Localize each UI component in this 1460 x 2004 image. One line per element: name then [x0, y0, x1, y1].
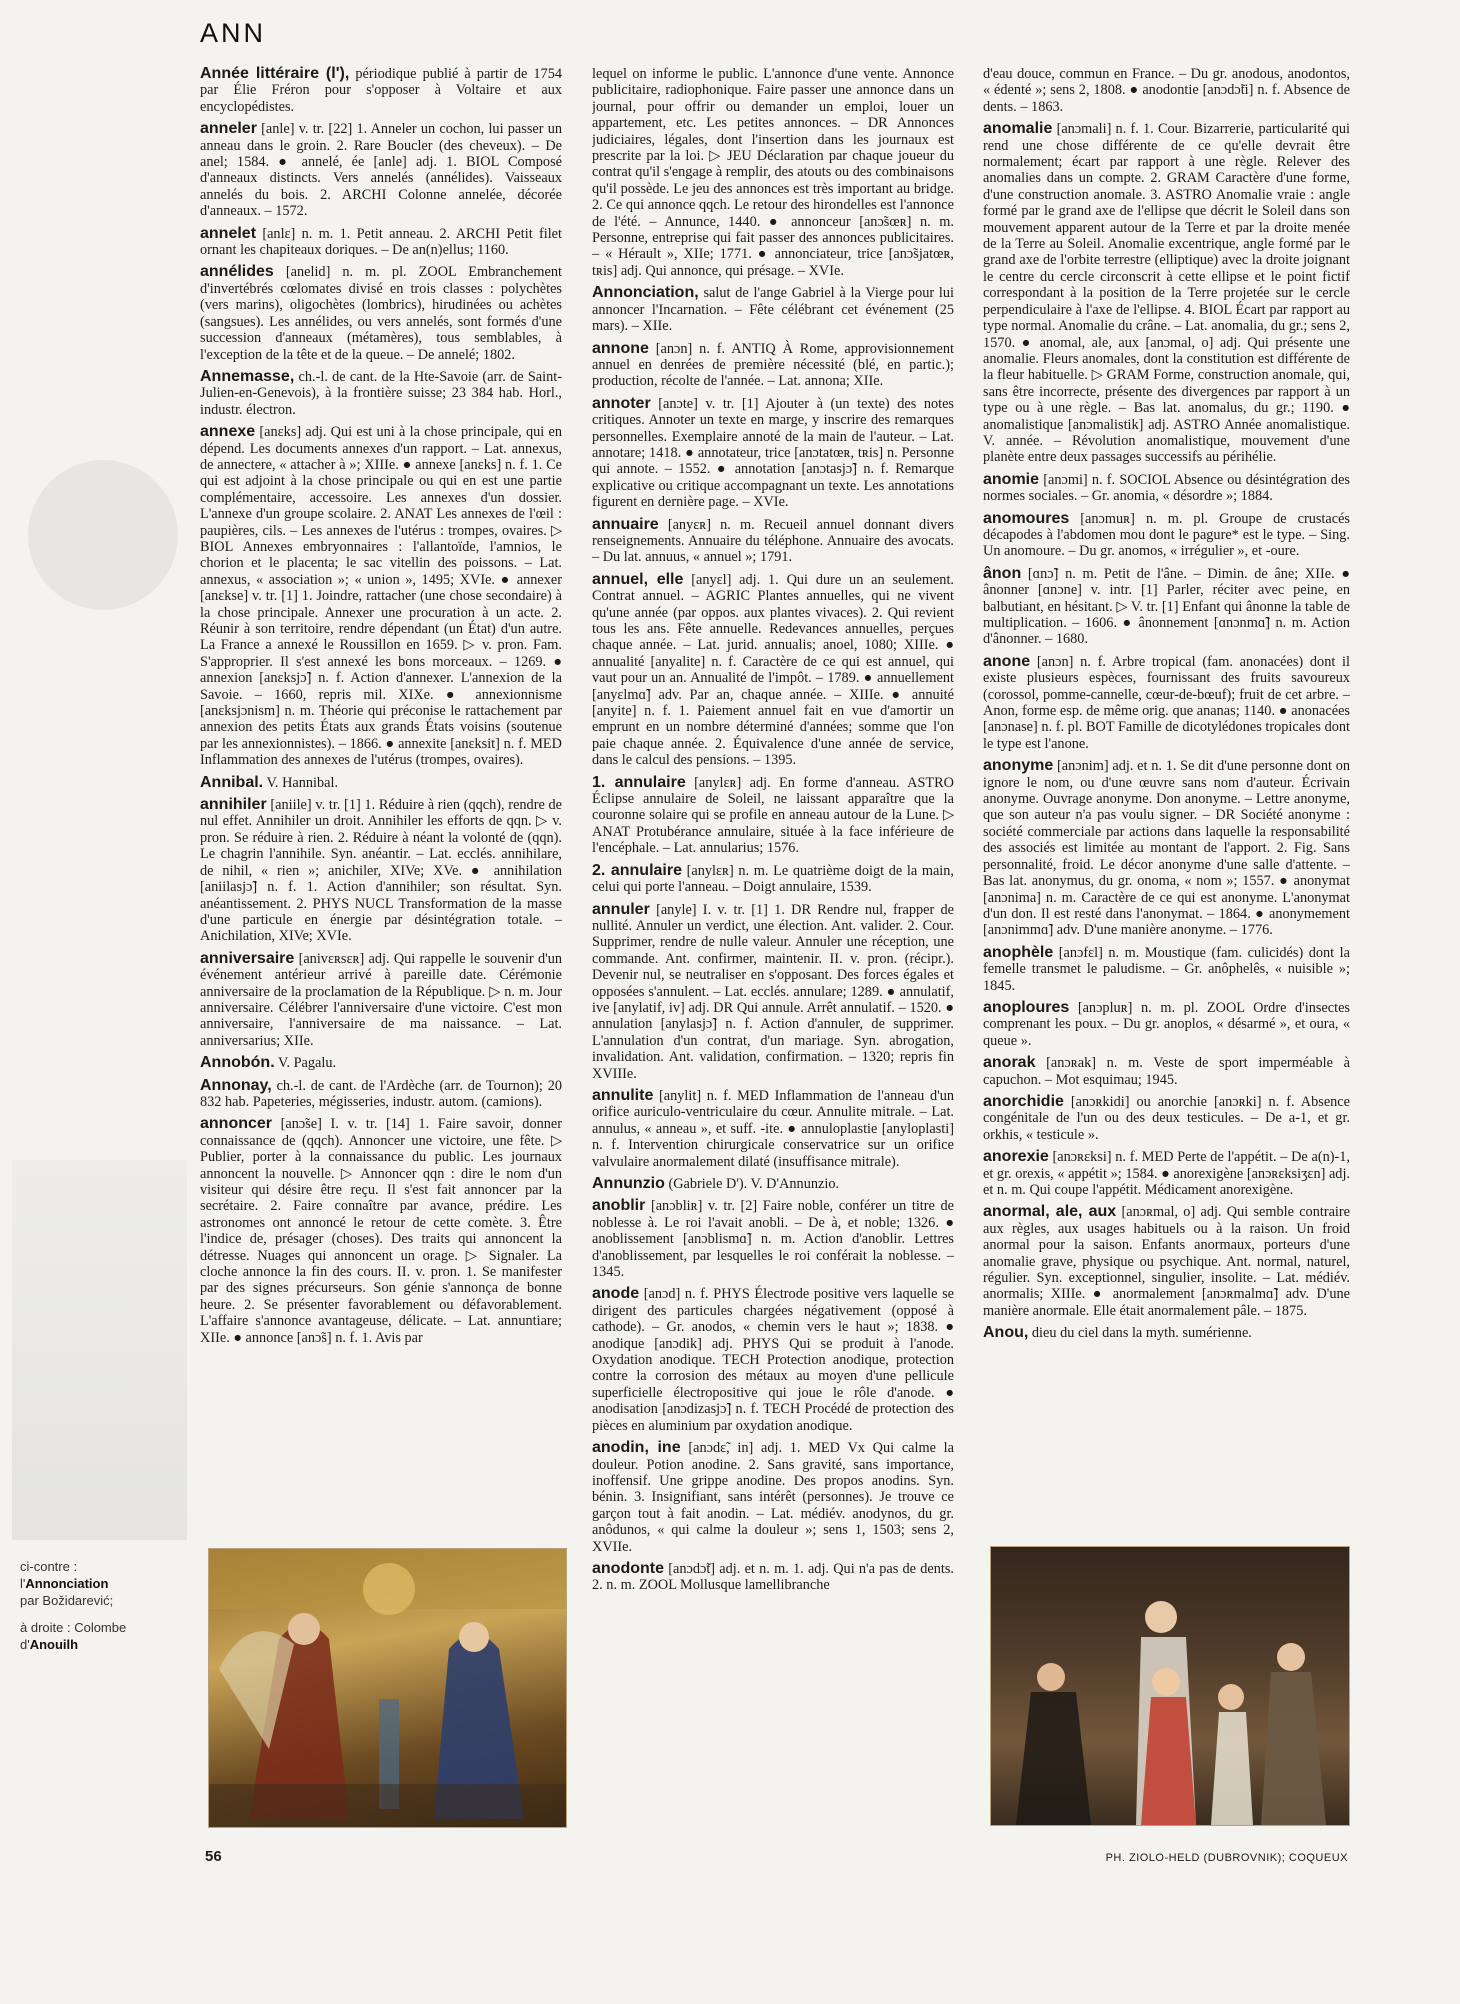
entry-definition: [anɔdɛ̃, in] adj. 1. MED Vx Qui calme la douleur. Potion anodine. 2. Sans gravité, sans importance, inoffensif. Une grippe anodine. Des propos anodins. Syn. bénin. 3. Insignifiant, sans intérêt (personnes). Je trouve ce garçon tout à fait anodin. – Lat. médiév. anodynos, du gr. anôdunos, « qui calme la douleur »; sens 1, 1503; sens 2, XVIIe. — [592, 1440, 954, 1555]
dictionary-entry — [200, 1078, 562, 1111]
entry-headword: anorexie — [983, 1148, 1049, 1166]
entry-headword: Annemasse, — [200, 367, 295, 385]
entry-definition: [anylɛʀ] adj. En forme d'anneau. ASTRO Éclipse annulaire de Soleil, ne laissant apparaître que la couronne solaire qui se profile en anneau autour de la Lune. ▷ ANAT Protubérance annulaire, située à la face inférieure de l'encéphale. – Lat. annularius; 1576. — [592, 774, 954, 857]
dictionary-entry — [983, 1149, 1350, 1198]
entry-definition: ch.-l. de cant. de la Hte-Savoie (arr. de Saint-Julien-en-Genevois), à la frontière suisse; 23 384 hab. Horl., industr. électron. — [200, 368, 562, 418]
entry-headword: anniversaire — [200, 949, 295, 967]
dictionary-entry — [200, 121, 562, 219]
dictionary-entry — [983, 121, 1350, 466]
entry-definition: [anlɛ] n. m. 1. Petit anneau. 2. ARCHI Petit filet ornant les chapiteaux doriques. – De an(n)ellus; 1160. — [200, 225, 562, 259]
entry-headword: Annobón. — [200, 1054, 275, 1072]
entry-definition: [ɑnɔ̃] n. m. Petit de l'âne. – Dimin. de âne; XIIe. ● ânonner [ɑnɔne] v. intr. [1] Parler, réciter avec peine, en balbutiant, en hésitant. ▷ V. tr. [1] Enfant qui ânonne la table de multiplication. – 1606. ● ânonnement [ɑnɔnmɑ̃] n. m. Action d'ânonner. – 1680. — [983, 565, 1350, 648]
dictionary-entry — [592, 341, 954, 390]
entry-definition: V. Pagalu. — [277, 1055, 337, 1072]
entry-definition: [anɔn] n. f. ANTIQ À Rome, approvisionnement annuel en denrées de première nécessité (blé, en partic.); production, récolte de l'année. – Lat. annona; XIIe. — [592, 340, 954, 390]
entry-definition: [anylɛʀ] n. m. Le quatrième doigt de la main, celui qui porte l'anneau. – Doigt annulaire, 1539. — [592, 862, 954, 896]
entry-definition: [anɔdɔ̃t] adj. et n. m. 1. adj. Qui n'a pas de dents. 2. n. m. ZOOL Mollusque lamellibranche — [592, 1560, 954, 1594]
dictionary-entry — [983, 758, 1350, 938]
entry-definition: [anɔʀɛksi] n. f. MED Perte de l'appétit. – De a(n)-1, et gr. orexis, « appétit »; 1584. ● anorexigène [anɔʀɛksiʒɛn] adj. et n. m. Qui coupe l'appétit. Médicament anorexigène. — [983, 1149, 1350, 1198]
entry-definition: dieu du ciel dans la myth. sumérienne. — [1031, 1325, 1252, 1342]
photo-credits: PH. ZIOLO-HELD (DUBROVNIK); COQUEUX — [1105, 1852, 1348, 1864]
entry-definition: [anɔn] n. f. Arbre tropical (fam. anonacées) dont il existe plusieurs espèces, fournissant des fruits savoureux (corossol, pomme-cannelle, cœur-de-bœuf); fruit de cet arbre. – Anon, forme esp. de même orig. que ananas; 1140. ● anonacées [anɔnase] n. f. pl. BOT Famille de dicotylédones tropicales dont le type est l'anone. — [983, 653, 1350, 752]
entry-headword: anormal, ale, aux — [983, 1203, 1117, 1221]
entry-headword: annuaire — [592, 515, 659, 533]
dictionary-entry — [592, 1176, 954, 1192]
faded-margin-illustration — [28, 460, 178, 610]
dictionary-entry — [592, 863, 954, 896]
entry-definition: [anɔd] n. f. PHYS Électrode positive vers laquelle se dirigent des particules chargées négativement (opposé à cathode). – Gr. anodos, « chemin vers le haut »; 1838. ● anodique [anɔdik] adj. PHYS Qui se produit à l'anode. Oxydation anodique. TECH Protection anodique, protection contre la corrosion des métaux au moyen d'une pellicule superficielle électropositive qui joue le rôle d'anode. ● anodisation [anɔdizasjɔ̃] n. f. TECH Procédé de protection des pièces en aluminium par oxydation anodique. — [592, 1286, 954, 1434]
entry-headword: anode — [592, 1285, 640, 1303]
entry-headword: 1. annulaire — [592, 773, 686, 791]
dictionary-entry — [200, 369, 562, 418]
annunciation-painting-image — [208, 1548, 567, 1828]
dictionary-entry — [592, 1088, 954, 1170]
entry-headword: annoncer — [200, 1115, 273, 1133]
entry-headword: anoblir — [592, 1197, 646, 1215]
entry-headword: anodin, ine — [592, 1439, 681, 1457]
dictionary-entry — [200, 951, 562, 1049]
dictionary-entry — [200, 424, 562, 769]
entry-headword: annélides — [200, 263, 274, 281]
entry-definition: [aniile] v. tr. [1] 1. Réduire à rien (qqch), rendre de nul effet. Annihiler un droit. Annihiler les efforts de qqn. ▷ v. pron. Se réduire à rien. 2. Réduire à néant la volonté de (qqn). Le chagrin l'annihile. Syn. anéantir. – Lat. ecclés. annihilare, de nihil, « rien »; anichiler, XIVe; XVe. ● annihilation [aniilasjɔ̃] n. f. 1. Action d'annihiler; son résultat. Syn. anéantissement. 2. PHYS NUCL Transformation de la masse d'une particule en énergie par désintégration totale. – Anichilation, XIVe; XVIe. — [200, 797, 562, 945]
entry-headword: anomoures — [983, 509, 1070, 527]
entry-headword: anone — [983, 652, 1031, 670]
entry-definition: [anɔnim] adj. et n. 1. Se dit d'une personne dont on ignore le nom, ou d'une œuvre sans nom d'auteur. Écrivain anonyme. Ouvrage anonyme. Don anonyme. – Lettre anonyme, que son auteur n'a pas voulu signer. – DR Société anonyme : société commerciale par actions dans laquelle la responsabilité des associés est limitée au montant de l'apport. 2. Fig. Sans personnalité, froid. Le décor anonyme d'une salle d'attente. – Bas lat. anonymus, du gr. onoma, « nom »; 1557. ● anonymat [anɔnima] n. m. Caractère de ce qui est anonyme. L'anonymat d'un don. Il est resté dans l'anonymat. – 1864. ● anonymement [anɔnimmɑ̃] adv. D'une manière anonyme. – 1776. — [983, 758, 1350, 939]
dictionary-entry — [200, 775, 562, 791]
caption-left-article: l' — [20, 1576, 26, 1591]
entry-headword: Anou, — [983, 1324, 1029, 1342]
entry-definition: [anɔʀak] n. m. Veste de sport imperméable à capuchon. – Mot esquimau; 1945. — [983, 1055, 1350, 1088]
page-number: 56 — [205, 1848, 222, 1865]
dictionary-entry — [592, 285, 954, 334]
entry-headword: anomalie — [983, 120, 1053, 138]
dictionary-entry — [983, 1094, 1350, 1143]
dictionary-entry — [983, 1204, 1350, 1319]
caption-left-prefix: ci-contre : — [20, 1559, 78, 1574]
dictionary-entry — [983, 566, 1350, 648]
entry-headword: Annonciation, — [592, 284, 699, 302]
entry-headword: anophèle — [983, 943, 1054, 961]
dictionary-entry — [592, 572, 954, 769]
caption-right-prefix: à droite : Colombe — [20, 1620, 127, 1635]
entry-definition: [anle] v. tr. [22] 1. Anneler un cochon, lui passer un anneau dans le groin. 2. Rare Boucler (des cheveux). – De anel; 1584. ● annelé, ée [anle] adj. 1. BIOL Composé d'anneaux distincts. Vers annelés (annélides). Vaisseaux annelés du bois. 2. ARCHI Colonne annelée, décorée d'anneaux. – 1572. — [200, 121, 562, 220]
entry-headword: annexe — [200, 423, 256, 441]
entry-definition: [anylit] n. f. MED Inflammation de l'anneau d'un orifice auriculo-ventriculaire du cœur. Annulite mitrale. – Lat. annulus, « anneau », et suff. -ite. ● annuloplastie [anyloplasti] n. f. Intervention chirurgicale conservatrice sur un orifice valvulaire anormalement dilaté (insuffisance mitrale). — [592, 1087, 954, 1170]
dictionary-entry — [200, 66, 562, 115]
dictionary-entry — [200, 1116, 562, 1346]
dictionary-entry — [983, 472, 1350, 505]
entry-definition: V. Hannibal. — [266, 774, 339, 791]
dictionary-entry — [983, 1000, 1350, 1049]
entry-definition: [anɔʀkidi] ou anorchie [anɔʀki] n. f. Absence congénitale de l'un ou des deux testicules. – De a-1, et gr. orkhis, « testicule ». — [983, 1093, 1350, 1143]
entry-definition: salut de l'ange Gabriel à la Vierge pour lui annoncer l'Incarnation. – Fête célébrant cet événement (25 mars). – XIIe. — [592, 285, 954, 335]
dictionary-entry — [592, 902, 954, 1082]
faded-margin-illustration-bottom — [12, 1160, 187, 1540]
dictionary-entry — [200, 226, 562, 259]
play-scene-drawing — [991, 1547, 1349, 1825]
entry-definition: [anɔpluʀ] n. m. pl. ZOOL Ordre d'insectes comprenant les poux. – Du gr. anoplos, « désarmé », et oura, « queue ». — [983, 999, 1350, 1049]
caption-right-title: Anouilh — [29, 1637, 79, 1652]
entry-headword: annelet — [200, 224, 257, 242]
entry-headword: anonyme — [983, 757, 1054, 775]
entry-headword: annoter — [592, 394, 651, 412]
column-2 — [592, 66, 954, 1856]
dictionary-entry — [592, 66, 954, 279]
dictionary-entry — [592, 517, 954, 566]
entry-definition: [anɔfɛl] n. m. Moustique (fam. culicidés) dont la femelle transmet le paludisme. – Gr. anôphelês, « nuisible »; 1845. — [983, 944, 1350, 994]
entry-headword: annihiler — [200, 796, 267, 814]
caption-right-article: d' — [20, 1637, 30, 1652]
dictionary-entry — [983, 1325, 1350, 1341]
entry-headword: annone — [592, 339, 649, 357]
entry-definition: périodique publié à partir de 1754 par Élie Fréron pour s'opposer à Voltaire et aux encyclopédistes. — [200, 66, 562, 115]
dictionary-entry — [592, 1286, 954, 1434]
entry-headword: anorak — [983, 1054, 1036, 1072]
dictionary-entry — [592, 1198, 954, 1280]
running-head: ANN — [200, 18, 267, 48]
entry-definition: ch.-l. de cant. de l'Ardèche (arr. de Tournon); 20 832 hab. Papeteries, mégisseries, industr. autom. (camions). — [200, 1077, 562, 1110]
entry-headword: anoploures — [983, 998, 1070, 1016]
dictionary-entry — [592, 1440, 954, 1555]
dictionary-entry — [983, 66, 1350, 115]
anouilh-play-scene-image — [990, 1546, 1350, 1826]
dictionary-entry — [592, 1561, 954, 1594]
entry-headword: Année littéraire (l'), — [200, 66, 350, 82]
entry-definition: (Gabriele D'). V. D'Annunzio. — [668, 1176, 840, 1192]
entry-definition: [anelid] n. m. pl. ZOOL Embranchement d'invertébrés cœlomates divisé en trois classes : polychètes (vers marins), oligochètes (lombrics), hirudinées ou achètes (sangsues). Les annélides, ou vers annelés, sont formés d'une succession d'anneaux (métamères), tous semblables, à l'exception de la tête et de la queue. – De annelé; 1802. — [200, 264, 562, 363]
entry-headword: anodonte — [592, 1559, 664, 1577]
entry-headword: 2. annulaire — [592, 861, 682, 879]
dictionary-entry — [200, 1055, 562, 1071]
entry-headword: annuler — [592, 900, 650, 918]
entry-definition: [anɔ̃se] I. v. tr. [14] 1. Faire savoir, donner connaissance de (qqch). Annoncer une victoire, une fête. ▷ Publier, porter à la connaissance du public. Les journaux annoncent la nouvelle. ▷ Annoncer qqn : dire le nom d'un visiteur qui désire être reçu. Il s'est fait annoncer par la secrétaire. 2. Faire connaître par avance, prédire. Les astronomes ont annoncé le retour de cette comète. 3. Être l'indice de, présager (choses). Des traits qui annoncent la détresse. Nuages qui annoncent un orage. ▷ Signaler. La cloche annonce la fin des cours. II. v. pron. 1. Se manifester par des signes précurseurs. Son génie s'annonça de bonne heure. 2. Se présenter favorablement ou défavorablement. L'affaire s'annonce avantageuse, délicate. – Lat. annuntiare; XIIe. ● annonce [anɔ̃s] n. f. 1. Avis par — [200, 1116, 562, 1346]
dictionary-entry — [983, 654, 1350, 752]
dictionary-entry — [200, 264, 562, 362]
entry-headword: annuel, elle — [592, 570, 684, 588]
entry-definition: [anyle] I. v. tr. [1] 1. DR Rendre nul, frapper de nullité. Annuler un verdict, une élection. Ant. valider. 2. Cour. Supprimer, rendre de nulle valeur. Annuler une réception, une commande. Ant. confirmer, maintenir. II. v. pron. (récipr.). Devenir nul, se neutraliser en s'opposant. Des forces égales et opposées s'annulent. – Lat. ecclés. annulare; 1289. ● annulatif, ive [anylatif, iv] adj. DR Qui annule. Arrêt annulatif. – 1520. ● annulation [anylasjɔ̃] n. f. Action d'annuler, de supprimer. L'annulation d'un contrat, d'un mariage. Syn. abrogation, invalidation. Ant. validation, confirmation. – 1320; repris fin XVIIIe. — [592, 901, 954, 1082]
dictionary-entry — [983, 511, 1350, 560]
entry-headword: Annunzio — [592, 1175, 665, 1192]
entry-definition: [anɔbliʀ] v. tr. [2] Faire noble, conférer un titre de noblesse à. Le roi l'avait anobli. – De à, et noble; 1326. ● anoblissement [anɔblismɑ̃] n. m. Action d'anoblir. Lettres d'anoblissement, par lesquelles le roi conférait la noblesse. – 1345. — [592, 1198, 954, 1281]
entry-definition: [anɔte] v. tr. [1] Ajouter à (un texte) des notes critiques. Annoter un texte en marge, y inscrire des remarques personnelles. Exemplaire annoté de la main de l'auteur. – Lat. annotare; 1418. ● annotateur, trice [anɔtatœʀ, tʀis] n. Personne qui annote. – 1552. ● annotation [anɔtasjɔ̃] n. f. Remarque explicative ou critique accompagnant un texte. Les annotations figurent en dernière page. – XVIe. — [592, 395, 954, 511]
caption-left-author: par Božidarević; — [20, 1593, 114, 1608]
entry-definition: [anyɛʀ] n. m. Recueil annuel donnant divers renseignements. Annuaire du téléphone. Annuaire des avocats. – Du lat. annuus, « annuel »; 1791. — [592, 516, 954, 566]
entry-definition: d'eau douce, commun en France. – Du gr. anodous, anodontos, « édenté »; sens 2, 1808. ● anodontie [anɔdɔ̃ti] n. f. Absence de dents. – 1863. — [983, 66, 1350, 115]
dictionary-entry — [592, 396, 954, 511]
entry-headword: annulite — [592, 1086, 654, 1104]
entry-definition: lequel on informe le public. L'annonce d'une vente. Annonce publicitaire, radiophonique. Faire passer une annonce dans un journal, pour offrir ou demander un emploi, louer un appartement, etc. Les petites annonces. – DR Annonces judiciaires, légales, dont l'insertion dans les journaux est prescrite par la loi. ▷ JEU Déclaration par chaque joueur du contrat qu'il s'engage à remplir, des atouts ou des combinaisons qu'il possède. Le jeu des annonces est très important au bridge. 2. Ce qui annonce qqch. Le retour des hirondelles est l'annonce de l'été. – Annunce, 1440. ● annonceur [anɔ̃sœʀ] n. m. Personne, entreprise qui fait passer des annonces publicitaires. – « Hérault », XIIe; 1771. ● annonciateur, trice [anɔ̃sjatœʀ, tʀis] adj. Qui annonce, qui présage. – XVIe. — [592, 66, 954, 279]
dictionary-entry — [983, 945, 1350, 994]
image-captions — [20, 1558, 190, 1663]
entry-headword: anneler — [200, 120, 257, 138]
entry-definition: [anɔmi] n. f. SOCIOL Absence ou désintégration des normes sociales. – Gr. anomia, « désordre »; 1884. — [983, 471, 1350, 505]
entry-definition: [anɔmali] n. f. 1. Cour. Bizarrerie, particularité qui rend une chose différente de ce qu'elle devrait être normalement; écart par rapport à une règle. Relever des anomalies dans un compte. 2. GRAM Caractère d'une forme, d'une construction anomale. 3. ASTRO Anomalie vraie : angle formé par le grand axe de l'ellipse que décrit le Soleil dans son mouvement apparent autour de la Terre et par la droite menée de la Terre au Soleil. Anomalie excentrique, angle formé par le grand axe de l'orbite terrestre (elliptique) avec la droite joignant le centre du cercle circonscrit à cette ellipse et le point fictif correspondant à la position de la Terre projetée sur le cercle perpendiculaire à l'axe de l'ellipse. 4. BIOL Écart par rapport au type normal. Anomalie du crâne. – Lat. anomalia, du gr.; sens 2, 1570. ● anomal, ale, aux [anɔmal, o] adj. Qui présente une anomalie. Fleurs anomales, dont la constitution est différente de la fleur habituelle. ▷ GRAM Forme, construction anomale, qui, sans être incorrecte, présente des divergences par rapport à un type ou à une règle. – Bas lat. anomalus, du gr.; 1190. ● anomalistique [anɔmalistik] adj. ASTRO Année anomalistique. V. année. – Révolution anomalistique, mouvement d'une planète entre deux passages successifs au périhélie. — [983, 121, 1350, 466]
entry-headword: anorchidie — [983, 1092, 1064, 1110]
entry-definition: [anɔmuʀ] n. m. pl. Groupe de crustacés décapodes à l'abdomen mou dont le pagure* est le type. – Sing. Un anomoure. – Du gr. anomos, « irrégulier », et -oure. — [983, 510, 1350, 560]
dictionary-entry — [592, 775, 954, 857]
entry-headword: Annibal. — [200, 773, 264, 791]
entry-headword: anomie — [983, 470, 1040, 488]
entry-definition: [anɔʀmal, o] adj. Qui semble contraire aux règles, aux usages habituels ou à la raison. Un froid anormal pour la saison. Enfants anormaux, porteurs d'une anomalie grave, physique ou psychique. Ant. normal, naturel, régulier. Syn. exceptionnel, singulier, insolite. – Lat. médiév. anormalis; XIIIe. ● anormalement [anɔʀmalmɑ̃] adv. D'une manière anormale. Elle était anormalement pâle. – 1875. — [983, 1204, 1350, 1319]
entry-definition: [anivɛʀsɛʀ] adj. Qui rappelle le souvenir d'un événement antérieur arrivé à pareille date. Cérémonie anniversaire de la proclamation de la République. ▷ n. m. Jour anniversaire. Célébrer l'anniversaire d'une victoire. C'est mon anniversaire, l'anniversaire de ma naissance. – Lat. anniversarius; XIIe. — [200, 950, 562, 1049]
entry-headword: ânon — [983, 564, 1022, 582]
entry-definition: [anyɛl] adj. 1. Qui dure un an seulement. Contrat annuel. – AGRIC Plantes annuelles, qui ne vivent qu'une année (par oppos. aux plantes vivaces). 2. Qui revient tous les ans. Fête annuelle. Redevances annuelles, perçues chaque année. – Lat. jurid. annualis; anoel, 1080; XIIIe. ● annualité [anyalite] n. f. Caractère de ce qui est annuel, qui vaut pour un an. Annualité de l'impôt. – 1789. ● annuellement [anyɛlmɑ̃] adv. Par an, chaque année. – XIIIe. ● annuité [anyite] n. f. 1. Paiement annuel fait en vue d'amortir un emprunt en un nombre déterminé d'années; somme que l'on paie chaque année. 2. Équivalence d'une année de service, dans le calcul des pensions. – 1395. — [592, 571, 954, 769]
annunciation-painting-drawing — [209, 1549, 566, 1827]
dictionary-entry — [200, 797, 562, 945]
caption-left-title: Annonciation — [25, 1576, 109, 1591]
entry-definition: [anɛks] adj. Qui est uni à la chose principale, qui en dépend. Les documents annexes d'un rapport. – Lat. annexus, de annectere, « attacher à »; XIIIe. ● annexe [anɛks] n. f. 1. Ce qui est adjoint à la chose principale ou qui en est une partie complémentaire, accessoire. Les annexes d'un dossier. L'annexe d'un groupe scolaire. 2. ANAT Les annexes de l'œil : paupières, cils. – Les annexes de l'utérus : trompes, ovaires. ▷ BIOL Annexes embryonnaires : l'allantoïde, l'amnios, le chorion et le placenta; le sac vitellin des poissons. – Lat. annexus, « association »; « union », 1495; XVIe. ● annexer [anɛkse] v. tr. [1] 1. Joindre, rattacher (une chose secondaire) à la chose principale. Annexer une procuration à un acte. 2. Réunir à son territoire, rendre dépendant (un État) d'un autre. La France a annexé le Roussillon en 1659. ▷ v. pron. Fam. S'approprier. Il s'est annexé les bons morceaux. – 1269. ● annexion [anɛksjɔ̃] n. f. Action d'annexer. L'annexion de la Savoie. – 1660, repris mil. XIXe. ● annexionnisme [anɛksjɔnism] n. m. Théorie qui préconise le rattachement par annexion des petits États aux grands États voisins (soutenue par les annexionnistes). – 1866. ● annexite [anɛksit] n. f. MED Inflammation des annexes de l'utérus (trompes, ovaires). — [200, 424, 562, 769]
dictionary-entry — [983, 1055, 1350, 1088]
entry-headword: Annonay, — [200, 1076, 272, 1094]
